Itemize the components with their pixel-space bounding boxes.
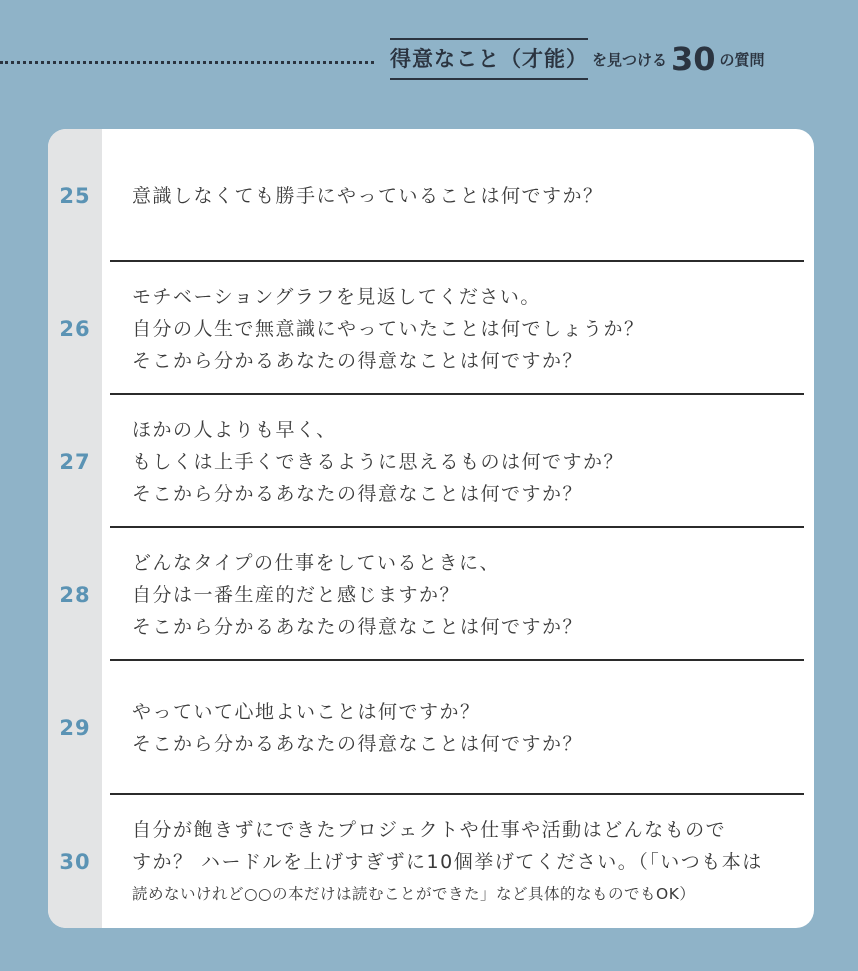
question-number: 30 [59,849,91,874]
question-line: 自分は一番生産的だと感じますか？ [132,583,461,606]
question-number: 28 [59,582,91,607]
question-line: ほかの人よりも早く、 [132,418,337,441]
question-line: 意識しなくても勝手にやっていることは何ですか？ [132,184,604,207]
question-line: 自分が飽きずにできたプロジェクトや仕事や活動はどんなもので [132,818,727,841]
question-line: モチベーショングラフを見返してください。 [132,285,541,308]
question-text [132,262,800,395]
question-number: 25 [59,183,91,208]
question-row-26 [48,262,814,395]
question-line: どんなタイプの仕事をしているときに、 [132,551,501,574]
question-row-28 [48,528,814,661]
question-card [48,129,814,928]
question-line: 読めないけれど○○の本だけは読むことができた」など具体的なものでもOK） [132,884,696,903]
question-line: 自分の人生で無意識にやっていたことは何でしょうか？ [132,317,645,340]
question-text [132,129,800,262]
question-row-30 [48,795,814,928]
question-number: 27 [59,449,91,474]
question-row-27 [48,395,814,528]
question-line: そこから分かるあなたの得意なことは何ですか？ [132,482,584,505]
question-line: もしくは上手くできるように思えるものは何ですか？ [132,450,625,473]
question-row-25 [48,129,814,262]
question-line: そこから分かるあなたの得意なことは何ですか？ [132,349,584,372]
section-title [390,38,765,84]
question-text [132,395,800,528]
section-title-main: 得意なこと（才能） [390,38,588,80]
section-title-suffix: の質問 [719,50,765,69]
question-line: そこから分かるあなたの得意なことは何ですか？ [132,615,584,638]
question-text [132,528,800,661]
dotted-leader [0,61,374,64]
section-title-connector: を見つける [592,50,668,69]
question-text [132,795,800,928]
question-line: すか？ ハードルを上げすぎずに10個挙げてください。（「いつも本は [132,850,763,873]
section-title-number: 30 [671,40,716,78]
question-line: やっていて心地よいことは何ですか？ [132,700,481,723]
question-line: そこから分かるあなたの得意なことは何ですか？ [132,732,584,755]
question-row-29 [48,661,814,794]
question-text [132,661,800,794]
question-number: 29 [59,715,91,740]
question-number: 26 [59,316,91,341]
page-header [0,38,858,88]
